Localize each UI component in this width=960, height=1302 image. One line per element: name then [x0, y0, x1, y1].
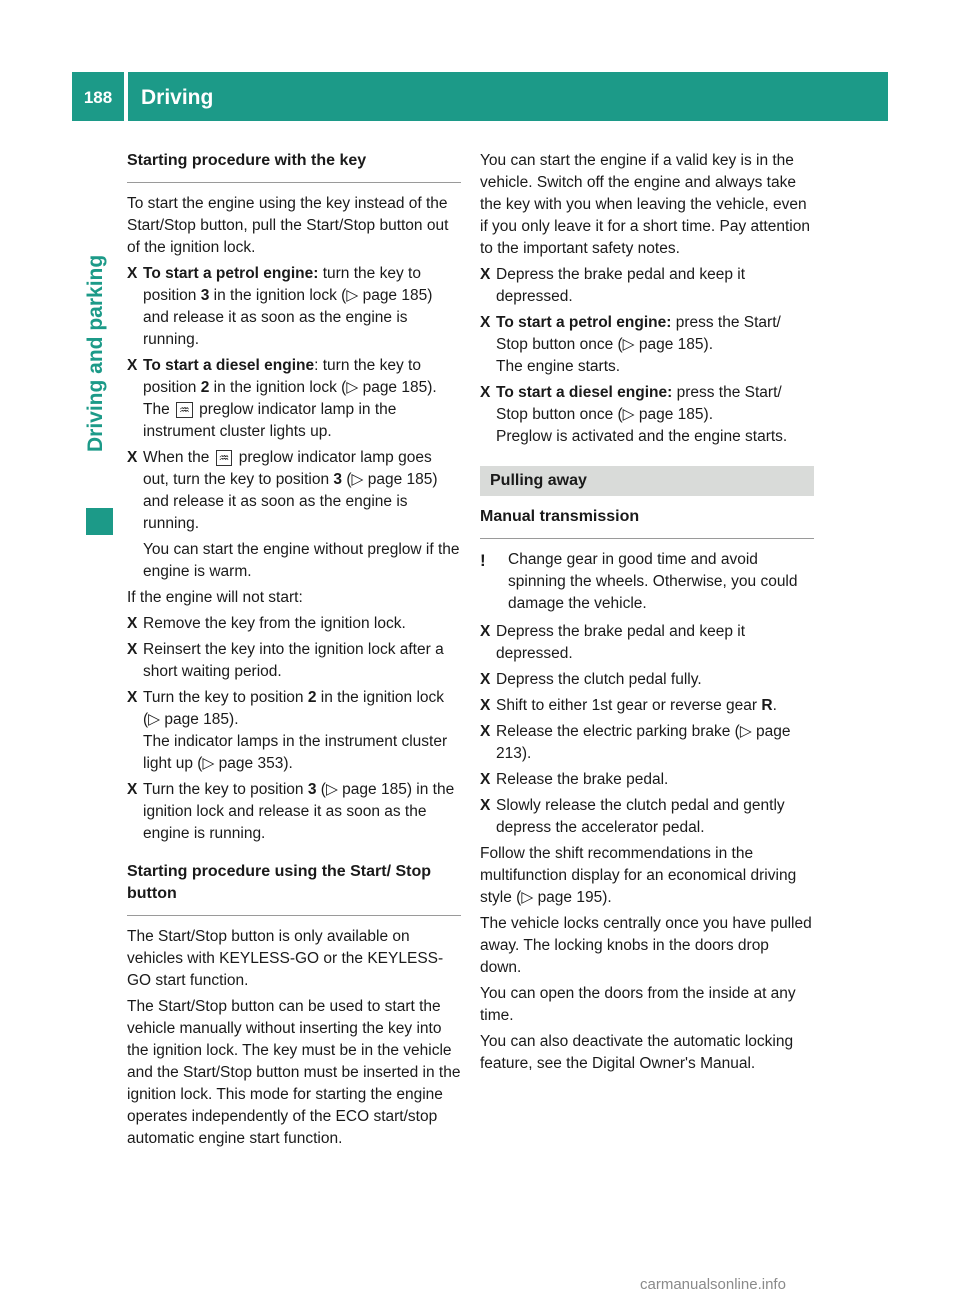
- step-fail-turn3: [127, 779, 461, 845]
- paragraph: You can start the engine if a valid key is in the vehicle. Switch off the engine and always take the key with you when leaving the vehicle, even if you only leave it for a short time. Pay attention to the important safety notes.: [480, 152, 810, 257]
- step-text: When the: [143, 449, 214, 466]
- warning-note: [480, 549, 814, 615]
- step-text: Reinsert the key into the ignition lock after a short waiting period.: [143, 641, 444, 680]
- step-bullet: X: [480, 771, 491, 788]
- step-brake: [480, 264, 814, 308]
- step-bold: To start a petrol engine:: [143, 265, 319, 282]
- step-manual-gear: [480, 695, 814, 717]
- step-bullet: X: [127, 781, 138, 798]
- step-petrol-key: [127, 263, 461, 351]
- step-fail-remove: [127, 613, 461, 635]
- step-note: The engine starts.: [496, 358, 621, 375]
- step-bullet: X: [480, 314, 491, 331]
- step-bullet: X: [127, 357, 138, 374]
- step-text: Turn the key to position: [143, 781, 308, 798]
- paragraph: The vehicle locks centrally once you have pulled away. The locking knobs in the doors drop down.: [480, 915, 812, 976]
- step-text: press the Start/ Stop button once (▷ page 185).: [496, 314, 781, 353]
- step-bullet: X: [480, 623, 491, 640]
- step-note: You can start the engine without preglow if the engine is warm.: [143, 541, 460, 580]
- step-text: .: [772, 697, 777, 714]
- step-bullet: X: [480, 384, 491, 401]
- step-num: 3: [333, 471, 343, 488]
- step-text: Remove the key from the ignition lock.: [143, 615, 406, 632]
- step-text: Depress the brake pedal and keep it depressed.: [496, 266, 746, 305]
- step-bullet: X: [480, 697, 491, 714]
- step-num: 3: [200, 287, 210, 304]
- side-tab-label: Driving and parking: [84, 254, 107, 452]
- step-preglow-out: [127, 447, 461, 535]
- step-bullet: X: [480, 723, 491, 740]
- step-text: : turn the key to position: [143, 357, 421, 396]
- fail-intro: If the engine will not start:: [127, 589, 303, 606]
- section-heading-startstop: Starting procedure using the Start/ Stop button: [127, 861, 461, 916]
- step-bold: To start a diesel engine: [143, 357, 315, 374]
- step-num: 2: [307, 689, 317, 706]
- step-bullet: X: [127, 641, 138, 658]
- paragraph: You can open the doors from the inside at any time.: [480, 985, 796, 1024]
- step-bullet: X: [127, 615, 138, 632]
- step-manual-accelerate: [480, 795, 814, 839]
- step-manual-brake: [480, 621, 814, 665]
- step-bullet: X: [127, 449, 138, 466]
- step-manual-release-brake: [480, 769, 814, 791]
- step-bold: To start a diesel engine:: [496, 384, 673, 401]
- paragraph: Follow the shift recommendations in the multifunction display for an economical driving style (▷ page 195).: [480, 845, 797, 906]
- step-diesel-button: [480, 382, 814, 448]
- step-note: The indicator lamps in the instrument cluster light up (▷ page 353).: [143, 733, 448, 772]
- chapter-title: Driving: [141, 86, 214, 109]
- step-text: (▷ page 185) and release it as soon as the engine is running.: [143, 471, 438, 532]
- paragraph: The Start/Stop button can be used to start the vehicle manually without inserting the key into the ignition lock. The key must be in the vehicle and the Start/Stop button must be inserted in the ignition lock. This mode for starting the engine operates independently of the ECO start/stop automatic engine start function.: [127, 998, 461, 1147]
- warning-icon: !: [480, 551, 486, 570]
- step-text: Depress the clutch pedal fully.: [496, 671, 702, 688]
- step-diesel-key: [127, 355, 461, 443]
- watermark: carmanualsonline.info: [640, 1276, 786, 1293]
- step-text: turn the key to position: [143, 265, 421, 304]
- step-fail-turn2: [127, 687, 461, 775]
- step-num: 2: [200, 379, 210, 396]
- page-number: 188: [83, 88, 113, 107]
- step-text: The: [143, 401, 175, 418]
- side-tab-marker: [86, 508, 113, 535]
- step-text: Release the electric parking brake (▷ page 213).: [496, 723, 791, 762]
- paragraph: You can also deactivate the automatic locking feature, see the Digital Owner's Manual.: [480, 1033, 794, 1072]
- step-bullet: X: [480, 797, 491, 814]
- section-title-pulling-away: Pulling away: [480, 466, 814, 496]
- step-text: Slowly release the clutch pedal and gently depress the accelerator pedal.: [496, 797, 785, 836]
- step-text: Turn the key to position: [143, 689, 308, 706]
- step-fail-reinsert: [127, 639, 461, 683]
- preglow-icon: ♒: [176, 402, 193, 418]
- step-text: Release the brake pedal.: [496, 771, 669, 788]
- step-text: in the ignition lock (▷ page 185) and release it as soon as the engine is running.: [143, 287, 433, 348]
- step-bullet: X: [480, 266, 491, 283]
- step-bold: R: [761, 697, 773, 714]
- intro-paragraph: To start the engine using the key instead of the Start/Stop button, pull the Start/Stop button out of the ignition lock.: [127, 195, 449, 256]
- step-bold: To start a petrol engine:: [496, 314, 672, 331]
- step-petrol-button: [480, 312, 814, 378]
- step-manual-clutch: [480, 669, 814, 691]
- step-text: in the ignition lock (▷ page 185).: [209, 379, 437, 396]
- preglow-icon: ♒: [216, 450, 233, 466]
- step-bullet: X: [127, 689, 138, 706]
- step-bullet: X: [127, 265, 138, 282]
- subsection-heading-manual: Manual transmission: [480, 506, 814, 539]
- left-column: [127, 150, 461, 1154]
- paragraph: The Start/Stop button is only available on vehicles with KEYLESS-GO or the KEYLESS-GO start function.: [127, 928, 444, 989]
- step-text: in the ignition lock (▷ page 185).: [143, 689, 445, 728]
- step-num: 3: [307, 781, 317, 798]
- step-text: preglow indicator lamp goes out, turn the key to position: [143, 449, 432, 488]
- step-text: Depress the brake pedal and keep it depressed.: [496, 623, 746, 662]
- right-column: [480, 150, 814, 1079]
- step-text: Shift to either 1st gear or reverse gear: [496, 697, 762, 714]
- warning-text: Change gear in good time and avoid spinning the wheels. Otherwise, you could damage the vehicle.: [508, 551, 798, 612]
- step-text: press the Start/ Stop button once (▷ page 185).: [496, 384, 782, 423]
- step-manual-parking-brake: [480, 721, 814, 765]
- step-text: (▷ page 185) in the ignition lock and release it as soon as the engine is running.: [143, 781, 455, 842]
- step-bullet: X: [480, 671, 491, 688]
- step-text: preglow indicator lamp in the instrument cluster lights up.: [143, 401, 397, 440]
- step-note: Preglow is activated and the engine starts.: [496, 428, 788, 445]
- section-heading-key: Starting procedure with the key: [127, 150, 461, 183]
- header-divider: [124, 72, 128, 121]
